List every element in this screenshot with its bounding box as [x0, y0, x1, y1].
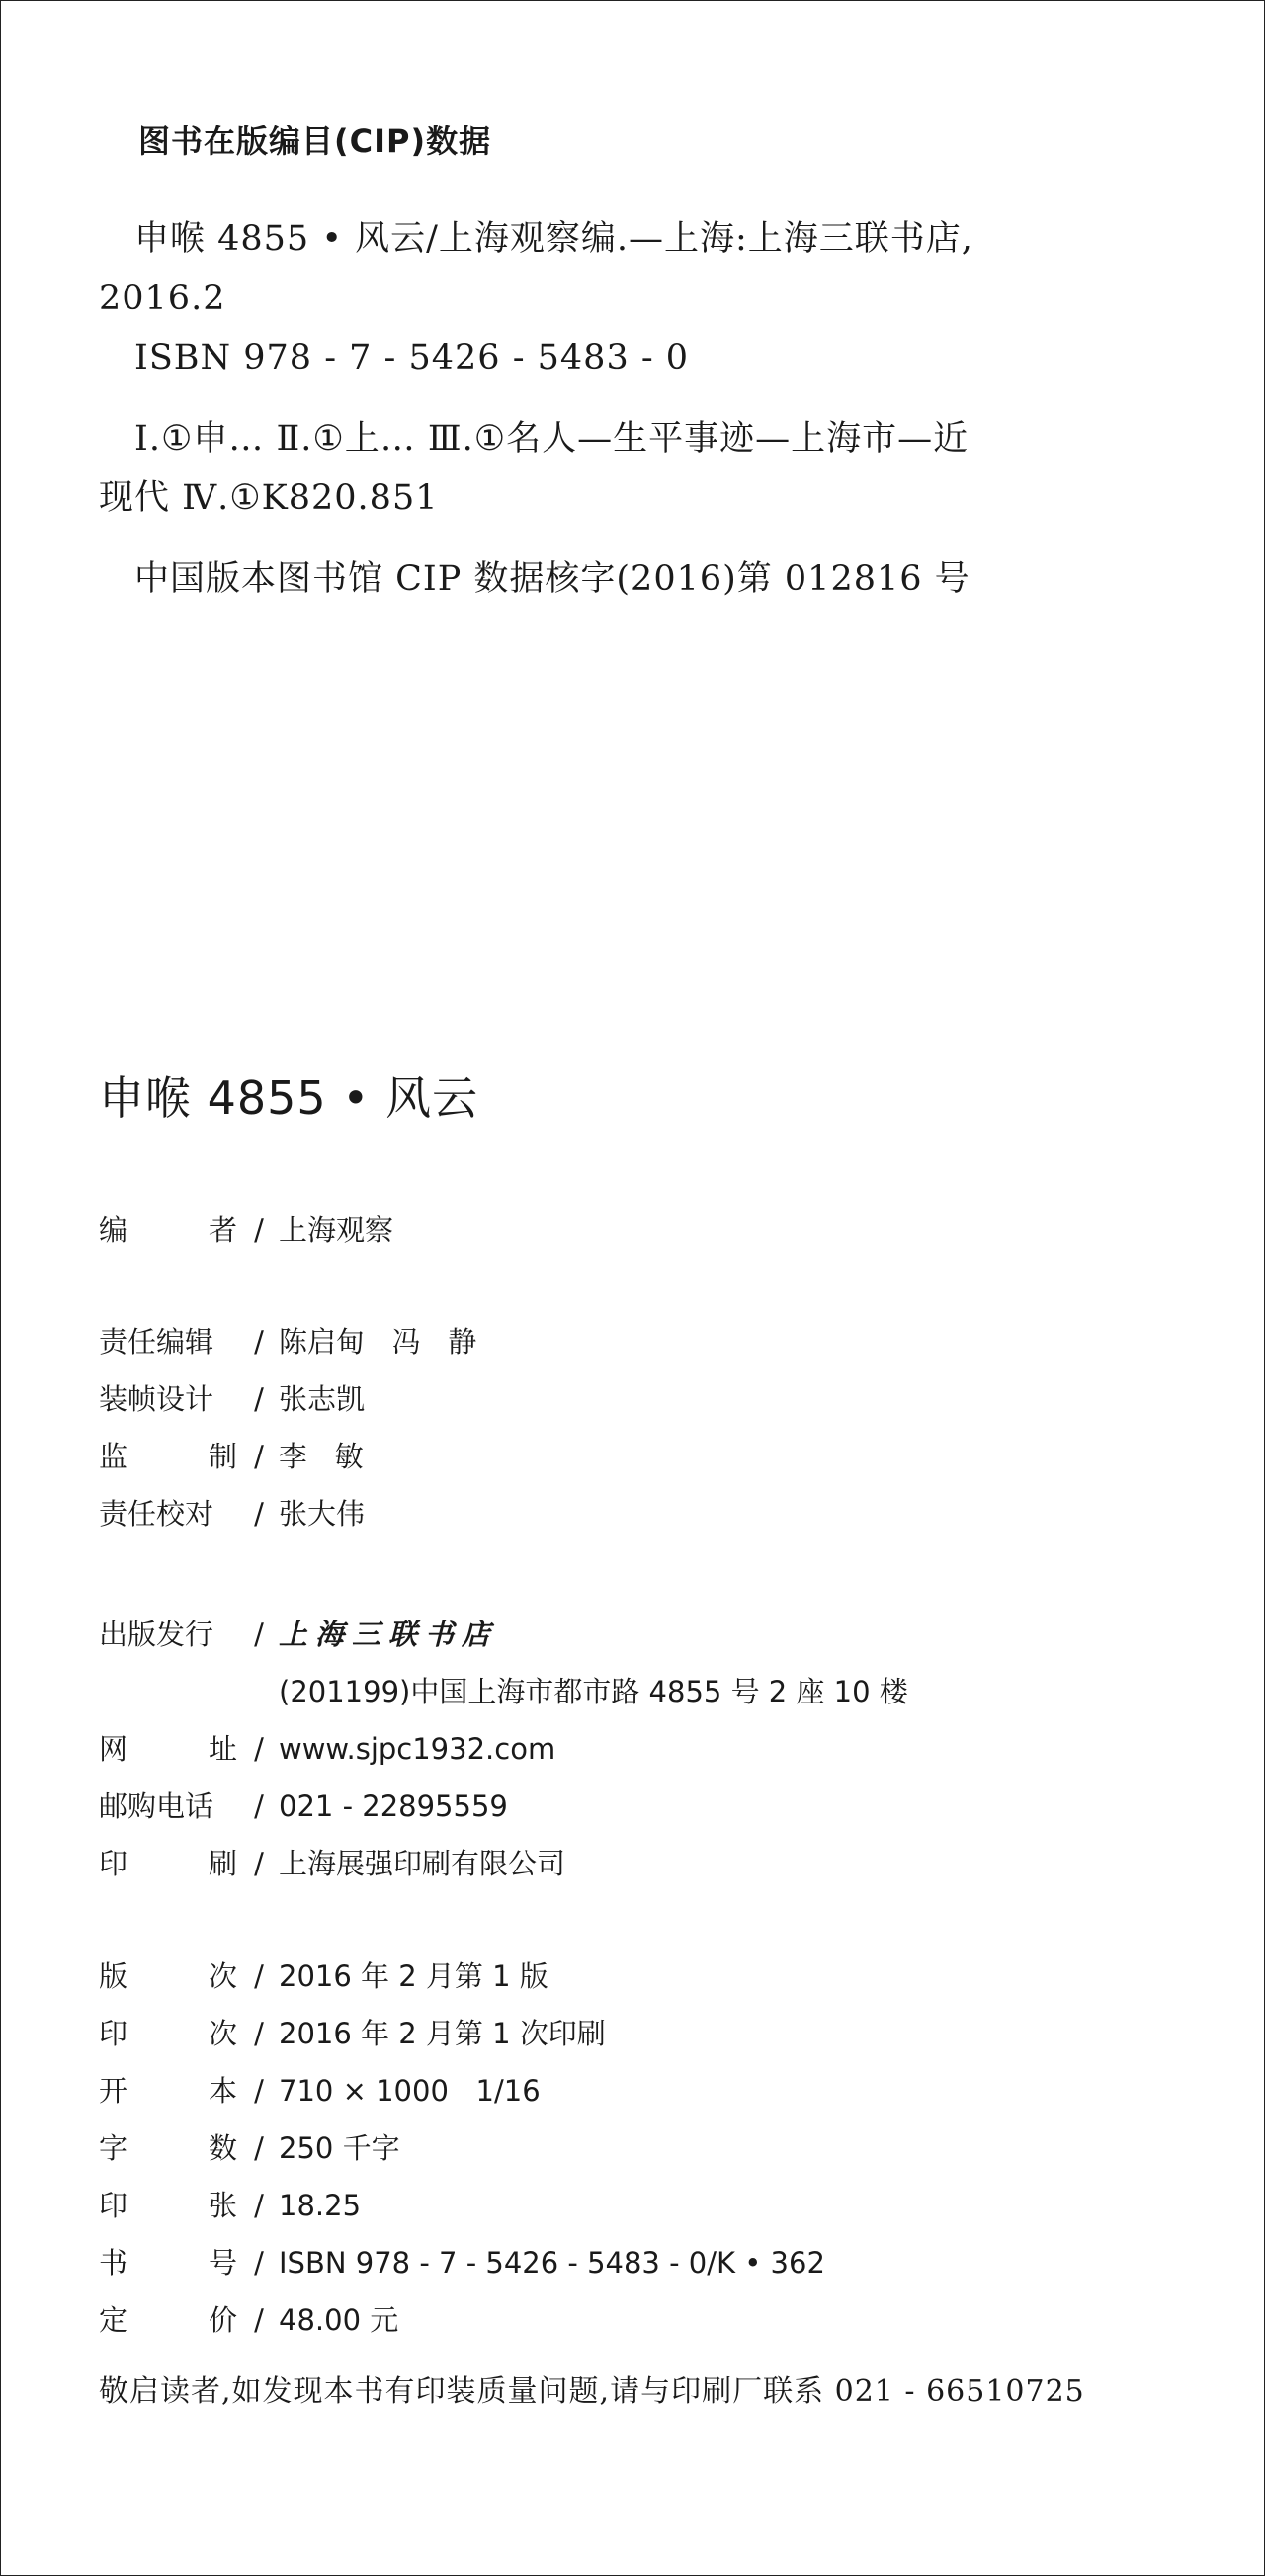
label-char: 号: [208, 2246, 237, 2280]
separator: /: [254, 1440, 264, 1473]
separator: /: [254, 1959, 264, 1993]
publisher-block: [99, 1613, 1186, 1899]
label-char: 张: [208, 2189, 237, 2222]
separator: /: [254, 1382, 264, 1416]
sheets-value: 18.25: [279, 2189, 362, 2222]
cip-entry: [99, 209, 1166, 387]
address-row: [99, 1670, 1186, 1727]
supervisor-value: 李 敏: [279, 1440, 364, 1473]
design-row: [99, 1377, 1186, 1435]
cip-subjects: [99, 409, 1166, 528]
editor-row: [99, 1320, 1186, 1377]
website-value: www.sjpc1932.com: [279, 1732, 556, 1766]
separator: /: [254, 2074, 264, 2108]
label-char: 书: [99, 2246, 128, 2280]
label-char: 刷: [208, 1847, 237, 1880]
spec-row: [99, 1954, 1186, 2012]
cip-subject-line: Ⅰ.①申… Ⅱ.①上… Ⅲ.①名人—生平事迹—上海市—近: [134, 419, 970, 458]
spec-row: [99, 2126, 1186, 2184]
separator: /: [254, 2189, 264, 2222]
editors-block: [99, 1320, 1186, 1549]
label-char: 印: [99, 2189, 128, 2222]
label-char: 价: [208, 2303, 237, 2337]
book-title: 申喉 4855 • 风云: [99, 1071, 479, 1124]
phone-value: 021 - 22895559: [279, 1789, 508, 1823]
price-value: 48.00 元: [279, 2303, 399, 2337]
label-char: 次: [208, 1959, 237, 1993]
design-label: 装帧设计: [99, 1382, 214, 1416]
separator: /: [254, 2131, 264, 2165]
spec-row: [99, 2069, 1186, 2126]
spec-row: [99, 2184, 1186, 2241]
proofreader-value: 张大伟: [279, 1497, 366, 1531]
credits-block: [99, 1208, 1186, 1266]
author-row: [99, 1208, 1186, 1266]
editor-label: 责任编辑: [99, 1325, 214, 1359]
publisher-address: (201199)中国上海市都市路 4855 号 2 座 10 楼: [279, 1675, 908, 1708]
separator: /: [254, 1497, 264, 1531]
separator: /: [254, 1789, 264, 1823]
label-char: 者: [208, 1213, 237, 1247]
design-value: 张志凯: [279, 1382, 366, 1416]
phone-label: 邮购电话: [99, 1789, 214, 1823]
spec-row: [99, 2241, 1186, 2298]
separator: /: [254, 1325, 264, 1359]
separator: /: [254, 1732, 264, 1766]
spec-row: [99, 2012, 1186, 2069]
label-char: 开: [99, 2074, 128, 2108]
printer-value: 上海展强印刷有限公司: [279, 1847, 566, 1880]
cip-subject-line-cont: 现代 Ⅳ.①K820.851: [99, 478, 439, 518]
printing-value: 2016 年 2 月第 1 次印刷: [279, 2017, 606, 2050]
cip-entry-line: 申喉 4855 • 风云/上海观察编.—上海:上海三联书店,: [134, 219, 973, 259]
format-value: 710 × 1000 1/16: [279, 2074, 541, 2108]
separator: /: [254, 2246, 264, 2280]
separator: /: [254, 1618, 264, 1651]
cip-verify-line: 中国版本图书馆 CIP 数据核字(2016)第 012816 号: [134, 559, 970, 599]
cip-heading: 图书在版编目(CIP)数据: [138, 123, 492, 160]
cip-verification: [99, 549, 1166, 609]
spec-row: [99, 2298, 1186, 2356]
editor-value: 陈启甸 冯 静: [279, 1325, 477, 1359]
label-char: 监: [99, 1440, 128, 1473]
separator: /: [254, 1213, 264, 1247]
separator: /: [254, 2303, 264, 2337]
cip-isbn: ISBN 978 - 7 - 5426 - 5483 - 0: [134, 338, 690, 377]
label-char: 网: [99, 1732, 128, 1766]
proofreader-label: 责任校对: [99, 1497, 214, 1531]
label-char: 制: [208, 1440, 237, 1473]
label-char: 印: [99, 2017, 128, 2050]
label-char: 印: [99, 1847, 128, 1880]
cip-entry-date: 2016.2: [99, 279, 226, 318]
cip-block: [99, 117, 1166, 636]
separator: /: [254, 2017, 264, 2050]
proofreader-row: [99, 1492, 1186, 1549]
separator: /: [254, 1847, 264, 1880]
phone-row: [99, 1785, 1186, 1842]
label-char: 编: [99, 1213, 128, 1247]
reader-notice: 敬启读者,如发现本书有印装质量问题,请与印刷厂联系 021 - 66510725: [99, 2374, 1085, 2409]
publisher-logo: 上海三联书店: [279, 1618, 499, 1651]
label-char: 版: [99, 1959, 128, 1993]
isbn-value: ISBN 978 - 7 - 5426 - 5483 - 0/K • 362: [279, 2246, 825, 2280]
label-char: 定: [99, 2303, 128, 2337]
specs-block: [99, 1954, 1186, 2356]
label-char: 本: [208, 2074, 237, 2108]
author-value: 上海观察: [279, 1213, 394, 1247]
publisher-label: 出版发行: [99, 1618, 214, 1651]
website-row: [99, 1727, 1186, 1785]
publisher-row: [99, 1613, 1186, 1670]
edition-value: 2016 年 2 月第 1 版: [279, 1959, 548, 1993]
label-char: 次: [208, 2017, 237, 2050]
word-count-value: 250 千字: [279, 2131, 400, 2165]
label-char: 字: [99, 2131, 128, 2165]
supervisor-row: [99, 1435, 1186, 1492]
label-char: 址: [208, 1732, 237, 1766]
label-char: 数: [208, 2131, 237, 2165]
printer-row: [99, 1842, 1186, 1899]
